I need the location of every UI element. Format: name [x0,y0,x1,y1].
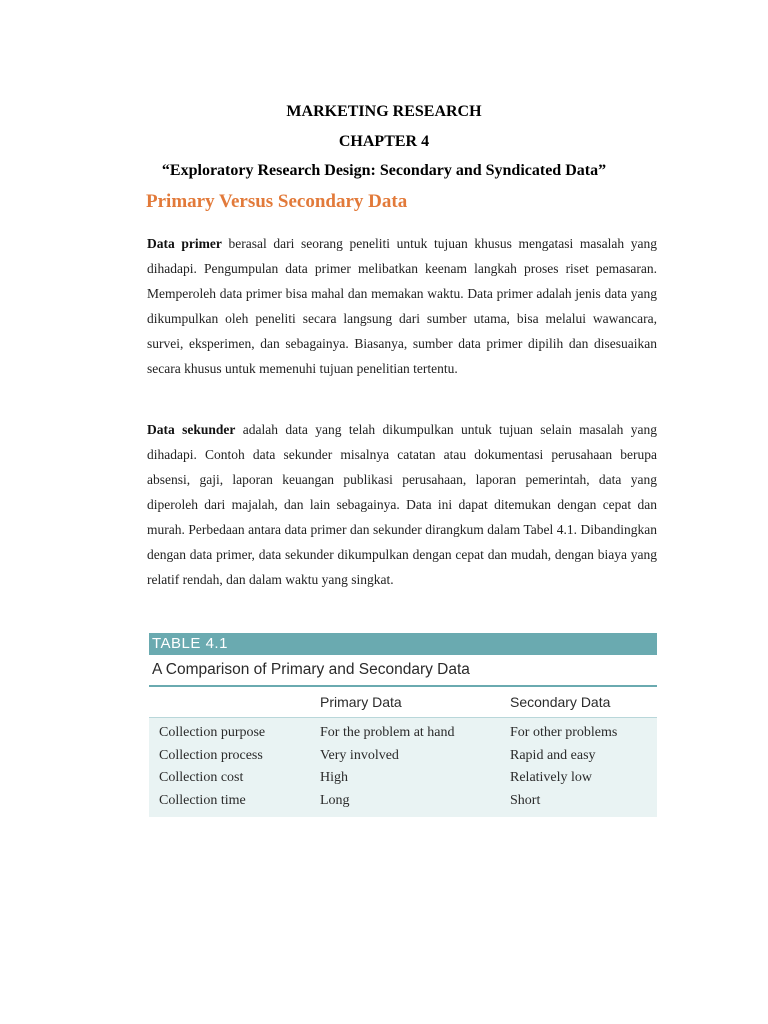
table-header-secondary: Secondary Data [510,694,611,710]
table-row [149,746,657,769]
paragraph-lead: Data sekunder [147,422,236,437]
table-row [149,768,657,791]
table-body [149,718,657,817]
paragraph-text: berasal dari seorang peneliti untuk tujuan khusus mengatasi masalah yang dihadapi. Pengumpulan data primer melibatkan keenam langkah proses riset pemasaran. Memperoleh data primer bisa mahal dan memakan waktu. Data primer adalah jenis data yang dikumpulkan oleh peneliti secara langsung dari sumber utama, bisa melalui wawancara, survei, eksperimen, dan sebagainya. Biasanya, sumber data primer dipilih dan disesuaikan secara khusus untuk memenuhi tujuan penelitian tertentu. [147,236,657,376]
cell-primary: High [320,770,348,785]
paragraph-text: adalah data yang telah dikumpulkan untuk tujuan selain masalah yang dihadapi. Contoh data sekunder misalnya catatan atau dokumentasi perusahaan berupa absensi, gaji, laporan keuangan publikasi perusahaan, laporan pemerintah, data yang diperoleh dari majalah, dan lain sebagainya. Data ini dapat ditemukan dengan cepat dan murah. Perbedaan antara data primer dan sekunder dirangkum dalam Tabel 4.1. Dibandingkan dengan data primer, data sekunder dikumpulkan dengan cepat dan mudah, dengan biaya yang relatif rendah, dan dalam waktu yang singkat. [147,422,658,587]
table-row [149,791,657,814]
comparison-table [149,633,657,817]
cell-primary: Very involved [320,747,399,763]
cell-secondary: For other problems [510,725,618,740]
chapter-title: “Exploratory Research Design: Secondary and Syndicated Data” [161,162,607,179]
section-heading: Primary Versus Secondary Data [146,191,408,212]
paragraph-secondary-data [147,417,657,592]
table-label: TABLE 4.1 [149,633,657,655]
paragraph-primary-data [147,231,657,381]
table-row [149,723,657,746]
table-header-row [149,687,657,718]
paragraph-lead: Data primer [147,236,222,251]
cell-secondary: Relatively low [510,770,593,785]
cell-primary: For the problem at hand [320,725,455,740]
cell-secondary: Rapid and easy [510,747,596,763]
table-header-primary: Primary Data [320,694,402,710]
row-label: Collection cost [159,770,244,785]
table-caption: A Comparison of Primary and Secondary Data [152,661,470,678]
document-title: MARKETING RESEARCH [286,103,482,120]
cell-secondary: Short [510,792,541,808]
cell-primary: Long [320,792,350,808]
row-label: Collection purpose [159,725,266,740]
row-label: Collection time [159,792,246,808]
row-label: Collection process [159,747,263,763]
chapter-number: CHAPTER 4 [338,133,430,150]
